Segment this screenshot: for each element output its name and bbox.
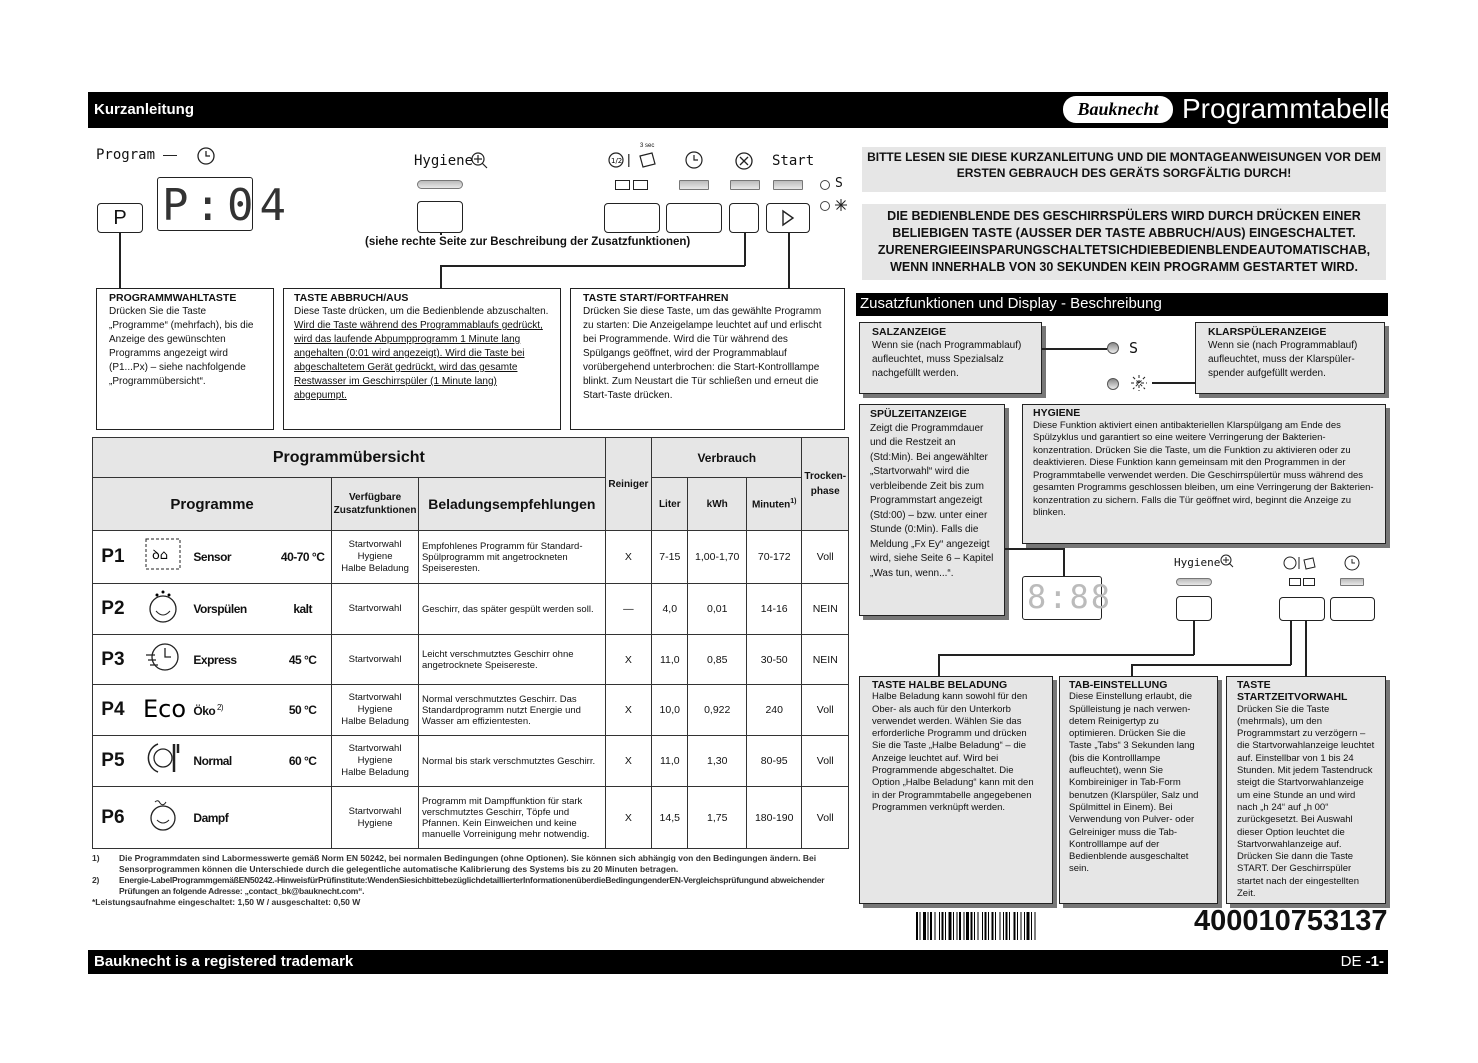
program-zusatz: Startvorwahl Hygiene Halbe Beladung <box>332 685 419 736</box>
program-kwh: 0,85 <box>688 635 747 685</box>
col-zusatz: Verfügbare Zusatzfunktionen <box>332 478 419 531</box>
program-button[interactable]: P <box>97 203 143 233</box>
start-button[interactable] <box>766 203 810 233</box>
program-name: Öko $^{2)}$ <box>193 685 274 736</box>
program-trocken: Voll <box>802 736 849 787</box>
program-reiniger: X <box>605 736 651 787</box>
box-programmwahltaste <box>96 288 274 430</box>
rinse-aid-led <box>820 201 830 211</box>
program-trocken: Voll <box>802 787 849 849</box>
clock-icon <box>196 146 216 166</box>
salt-symbol-right: S <box>1129 339 1139 357</box>
box-spuelzeitanzeige: SPÜLZEITANZEIGE Zeigt die Programmdauer und die Restzeit an (Std:Min). Bei angewählter „Startvorwahl“ wird die verbleibende Zeit bis zum Programmstart angezeigt (Std:00) – bzw. unter einer Stunde (0:Min). Falls die Meldung „Fx Ey“ angezeigt wird, siehe Seite 6 – Kapitel „Was tun, wenn...“. <box>859 404 1005 616</box>
mini-hygiene-icon <box>1219 553 1235 569</box>
ean-number: 400010753137 <box>1194 905 1388 937</box>
page-number: DE -1- <box>1340 953 1384 970</box>
warning-panel-on: DIE BEDIENBLENDE DES GESCHIRRSPÜLERS WIRD DURCH DRÜCKEN EINER BELIEBIGEN TASTE (AUSSER DER TASTE ABBRUCH/AUS) EINGESCHALTET. ZURENERGIEEINSPARUNGSCHALTETSICHDIEBEDIENBLENDEAUTOMATISCHAB, WENN INNERHALB VON 30 SEKUNDEN KEIN PROGRAMM GESTARTET WIRD. <box>862 204 1386 280</box>
box-text: Drücken Sie diese Taste, um das gewählte Programm zu starten: Die Anzeigelampe leuchtet auf und erlischt bei Programmende. Wird die Tür während des Spülgangs geöffnet, wird der Programmablauf vorübergehend unterbrochen: die Start-Kontrolllampe blinkt. Zum Neustart die Tür schließen und erneut die Start-Taste drücken. <box>583 306 822 401</box>
half-load-button[interactable] <box>604 203 660 233</box>
box-salzanzeige: SALZANZEIGE Wenn sie (nach Programmablauf) aufleuchtet, muss Spezialsalz nachgefüllt werden. <box>859 322 1042 394</box>
program-zusatz: Startvorwahl Hygiene <box>332 787 419 849</box>
col-reiniger: Reiniger <box>605 438 651 531</box>
program-name: Express <box>193 635 274 685</box>
program-beladung: Leicht verschmutztes Geschirr ohne angetrocknete Speisereste. <box>418 635 605 685</box>
rinse-aid-icon <box>834 198 848 212</box>
table-row <box>93 787 849 849</box>
program-number: P2 <box>93 584 133 635</box>
program-reiniger: X <box>605 531 651 584</box>
rinse-aid-icon-right <box>1130 374 1148 392</box>
program-beladung: Geschirr, das später gespült werden soll. <box>418 584 605 635</box>
program-reiniger: — <box>605 584 651 635</box>
brand-logo: Bauknecht <box>1063 96 1173 123</box>
hygiene-indicator <box>417 180 463 189</box>
program-zusatz: Startvorwahl Hygiene Halbe Beladung <box>332 531 419 584</box>
program-table <box>92 437 849 849</box>
cancel-button[interactable] <box>729 203 759 233</box>
program-beladung: Empfohlenes Programm für Standard-Spülprogramm mit angetrockneten Speiseresten. <box>418 531 605 584</box>
delay-start-icon <box>684 150 706 172</box>
panel-note: (siehe rechte Seite zur Beschreibung der Zusatzfunktionen) <box>365 236 691 248</box>
table-row <box>93 685 849 736</box>
warning-read-first: BITTE LESEN SIE DIESE KURZANLEITUNG UND DIE MONTAGEANWEISUNGEN VOR DEM ERSTEN GEBRAUCH DES GERÄTS SORGFÄLTIG DURCH! <box>862 147 1386 192</box>
program-temp: 45 °C <box>274 635 332 685</box>
cancel-icon <box>734 151 754 171</box>
table-row <box>93 736 849 787</box>
program-trocken: NEIN <box>802 584 849 635</box>
program-number: P5 <box>93 736 133 787</box>
col-minuten: Minuten$^{1)}$ <box>746 478 802 531</box>
program-name: Sensor <box>193 531 274 584</box>
box-text: Drücken Sie die Taste „Programme“ (mehrfach), bis die Anzeige des gewünschten Programms angezeigt wird (P1...Px) – siehe nachfolgende „Programmübersicht“. <box>109 306 254 387</box>
program-beladung: Programm mit Dampffunktion für stark verschmutztes Geschirr, Töpfe und Pfannen. Kein Einweichen und keine manuelle Vorreinigung mehr notwendig. <box>418 787 605 849</box>
program-minuten: 70-172 <box>746 531 802 584</box>
header-left: Kurzanleitung <box>94 101 194 118</box>
mini-hygiene-label: Hygiene <box>1174 556 1221 569</box>
control-panel-diagram: Program — P:04 P Hygiene (siehe rechte Seite zur Beschreibung der Zusatzfunktionen) 1/2 | 3 sec Start S <box>0 0 850 290</box>
box-klarspuelanzeige: KLARSPÜLERANZEIGE Wenn sie (nach Programmablauf) aufleuchtet, muss der Klarspüler-spender aufgefüllt werden. <box>1195 322 1385 394</box>
eco-icon <box>133 685 194 736</box>
mini-display: 8:88 <box>1022 576 1102 620</box>
mini-delay-icon <box>1343 554 1361 572</box>
program-reiniger: X <box>605 787 651 849</box>
program-kwh: 0,01 <box>688 584 747 635</box>
footnote-1: Die Programmdaten sind Labormesswerte gemäß Norm EN 50242, bei normalen Bedingungen (ohne Optionen). Sie können sich abhängig von den Bedingungen ändern. Bei Sensorprogrammen können die Unterschiede durch die gelegentliche automatische Kalibrierung des Systems bis zu 20 Minuten betragen. <box>119 853 817 874</box>
hygiene-label: Hygiene <box>414 153 474 169</box>
box-halbe-beladung: TASTE HALBE BELADUNG Halbe Beladung kann sowohl für den Ober- als auch für den Unterkorb verwendet werden. Wählen Sie das erforderliche Programm und drücken Sie die Taste „Halbe Beladung“ – die Anzeige leuchtet auf. Wird bei Programmende abgeschaltet. Die Option „Halbe Beladung“ kann mit den in der Programmtabelle angegebenen Programmen verknüpft werden. <box>859 676 1053 904</box>
program-minuten: 14-16 <box>746 584 802 635</box>
mini-delay-button[interactable] <box>1330 597 1375 621</box>
mini-hygiene-indicator <box>1176 578 1212 586</box>
program-zusatz: Startvorwahl <box>332 635 419 685</box>
tabs-icon <box>637 150 659 170</box>
cancel-led <box>730 180 760 190</box>
table-row <box>93 635 849 685</box>
program-number: P6 <box>93 787 133 849</box>
program-minuten: 30-50 <box>746 635 802 685</box>
box-start <box>570 288 845 430</box>
program-trocken: Voll <box>802 531 849 584</box>
footnotes: 1) Die Programmdaten sind Labormesswerte gemäß Norm EN 50242, bei normalen Bedingungen (ohne Optionen). Sie können sich abhängig von den Bedingungen ändern. Bei Sensorprogrammen können die Unterschiede durch die gelegentliche automatische Kalibrierung des Systems bis zu 20 Minuten betragen. 2) Energie-LabelProgrammgemäßEN50242.-HinweisfürPrüfinstitute:WendenSiesichbittebezüglichdetaillierterInformationenüberdieBedingungenderEN-Vergleichsprüfungund abweichender Prüfungen an folgende Adresse: „contact_bk@bauknecht.com“. *Leistungsaufnahme eingeschaltet: 1,50 W / ausgeschaltet: 0,50 W <box>92 853 854 908</box>
svg-text:1/2: 1/2 <box>611 157 623 165</box>
half-load-icon <box>606 150 626 170</box>
program-reiniger: X <box>605 635 651 685</box>
steam-icon <box>133 787 194 849</box>
program-liter: 14,5 <box>652 787 688 849</box>
program-minuten: 180-190 <box>746 787 802 849</box>
header-title: Programmtabelle <box>1182 93 1396 124</box>
program-dash: — <box>163 146 177 162</box>
program-trocken: NEIN <box>802 635 849 685</box>
program-minuten: 240 <box>746 685 802 736</box>
program-number: P1 <box>93 531 133 584</box>
program-temp <box>274 787 332 849</box>
col-beladung: Beladungsempfehlungen <box>418 478 605 531</box>
program-number: P3 <box>93 635 133 685</box>
play-icon <box>767 204 807 232</box>
hygiene-button[interactable] <box>417 201 463 233</box>
mini-halfload-tabs-icon <box>1282 554 1320 572</box>
program-zusatz: Startvorwahl <box>332 584 419 635</box>
program-liter: 11,0 <box>652 635 688 685</box>
program-name: Dampf <box>193 787 274 849</box>
box-title: TASTE START/FORTFAHREN <box>583 292 729 304</box>
footnote-3: *Leistungsaufnahme eingeschaltet: 1,50 W / ausgeschaltet: 0,50 W <box>92 897 361 907</box>
table-row <box>93 531 849 584</box>
program-label: Program <box>96 147 156 163</box>
program-kwh: 1,75 <box>688 787 747 849</box>
box-underlined-text: Wird die Taste während des Programmablaufs gedrückt, wird das laufende Abpumpprogramm 1 Minute lang angehalten (0:01 wird angezeigt). Wird die Taste bei abgeschaltetem Gerät gedrückt, wird das gesamte Restwasser im Geschirrspüler (1 Minute lang) abgepumpt. <box>294 320 543 401</box>
hygiene-icon <box>470 150 490 170</box>
delay-start-button[interactable] <box>666 203 722 233</box>
program-name: Normal <box>193 736 274 787</box>
table-title: Programmübersicht <box>93 438 606 478</box>
program-liter: 10,0 <box>652 685 688 736</box>
rinse-led-indicator <box>1107 378 1119 390</box>
svg-text:ꝺ⌂: ꝺ⌂ <box>152 548 169 563</box>
program-temp: kalt <box>274 584 332 635</box>
program-kwh: 1,00-1,70 <box>688 531 747 584</box>
box-title: TASTE ABBRUCH/AUS <box>294 292 409 304</box>
box-title: PROGRAMMWAHLTASTE <box>109 292 237 304</box>
box-tab-einstellung: TAB-EINSTELLUNG Diese Einstellung erlaubt, die Spülleistung je nach verwen-detem Reinigertyp zu optimieren. Drücken Sie die Taste „Tabs“ 3 Sekunden lang (bis die Kontrolllampe aufleuchtet), wenn Sie Kombireiniger in Tab-Form benutzen (Klarspüler, Salz und Spülmittel in Einem). Bei Verwendung von Pulver- oder Gelreiniger muss die Tab-Kontrolllampe auf der Bedienblende ausgeschaltet sein. <box>1059 676 1218 904</box>
box-text: Diese Taste drücken, um die Bedienblende abzuschalten. <box>294 306 549 317</box>
mini-halfload-button[interactable] <box>1279 597 1325 621</box>
col-verbrauch: Verbrauch <box>652 438 802 478</box>
start-led <box>773 180 803 190</box>
mini-hygiene-button[interactable] <box>1176 596 1212 621</box>
table-row <box>93 584 849 635</box>
salt-symbol: S <box>835 176 843 191</box>
sensor-icon <box>133 531 194 584</box>
salt-led <box>820 180 830 190</box>
program-temp: 50 °C <box>274 685 332 736</box>
program-kwh: 0,922 <box>688 685 747 736</box>
program-minuten: 80-95 <box>746 736 802 787</box>
tabs-led <box>633 180 648 190</box>
footnote-2: Energie-LabelProgrammgemäßEN50242.-HinweisfürPrüfinstitute:WendenSiesichbittebezüglichdetaillierterInformationenüberdieBedingungenderEN-Vergleichsprüfungund abweichender Prüfungen an folgende Adresse: „contact_bk@bauknecht.com“. <box>119 875 825 896</box>
program-temp: 40-70 °C <box>274 531 332 584</box>
program-temp: 60 °C <box>274 736 332 787</box>
program-number: P4 <box>93 685 133 736</box>
box-hygiene: HYGIENE Diese Funktion aktiviert einen antibakteriellen Klarspülgang am Ende des Spülzyklus und garantiert so eine weitere Verringerung der Bakterien-konzentration. Drücken Sie die Taste, um die Funktion zu aktivieren oder zu deaktivieren. Diese Funktion kann gemeinsam mit den Programmen in der Programmtabelle verwendet werden. Die Geschirrspülertür muss während des gesamten Programms geschlossen bleiben, um eine Verringerung der Bakterien-konzentration zu sichern. Falls die Tür geöffnet wird, beginnt die Anzeige zu blinken. <box>1022 404 1386 544</box>
start-label: Start <box>772 153 815 169</box>
program-trocken: Voll <box>802 685 849 736</box>
footer-bar <box>88 950 1388 974</box>
barcode <box>916 912 1134 940</box>
program-display: P:04 <box>162 180 292 231</box>
prewash-icon <box>133 584 194 635</box>
salt-led-indicator <box>1107 342 1119 354</box>
program-beladung: Normal verschmutztes Geschirr. Das Standardprogramm nutzt Energie und Wasser am effizientesten. <box>418 685 605 736</box>
program-reiniger: X <box>605 685 651 736</box>
program-name: Vorspülen <box>193 584 274 635</box>
program-kwh: 1,30 <box>688 736 747 787</box>
svg-text:Eco: Eco <box>143 695 186 723</box>
program-liter: 7-15 <box>652 531 688 584</box>
program-liter: 4,0 <box>652 584 688 635</box>
delay-led <box>679 180 709 190</box>
half-load-led <box>615 180 630 190</box>
program-liter: 11,0 <box>652 736 688 787</box>
program-zusatz: Startvorwahl Hygiene Halbe Beladung <box>332 736 419 787</box>
normal-icon <box>133 736 194 787</box>
box-abbruch <box>283 288 561 430</box>
footer-left: Bauknecht is a registered trademark <box>94 953 354 970</box>
col-liter: Liter <box>652 478 688 531</box>
section-header: Zusatzfunktionen und Display - Beschreibung <box>856 293 1388 316</box>
tabs-hold-label: 3 sec <box>640 143 655 149</box>
col-programme: Programme <box>93 478 332 531</box>
col-trocken: Trocken-phase <box>802 438 849 531</box>
col-kwh: kWh <box>688 478 747 531</box>
express-icon <box>133 635 194 685</box>
box-startzeitvorwahl: TASTE STARTZEITVORWAHL Drücken Sie die Taste (mehrmals), um den Programmstart zu verzögern – die Startvorwahlanzeige leuchtet auf. Einstellbar von 1 bis 24 Stunden. Mit jedem Tastendruck steigt die Startvorwahlanzeige um eine Stunde an und wird nach „h 24“ auf „h 00“ zurückgesetzt. Bei Auswahl dieser Option leuchtet die Startvorwahlanzeige auf. Drücken Sie dann die Taste START. Der Geschirrspüler startet nach der eingestellten Zeit. <box>1226 676 1386 904</box>
program-beladung: Normal bis stark verschmutztes Geschirr. <box>418 736 605 787</box>
